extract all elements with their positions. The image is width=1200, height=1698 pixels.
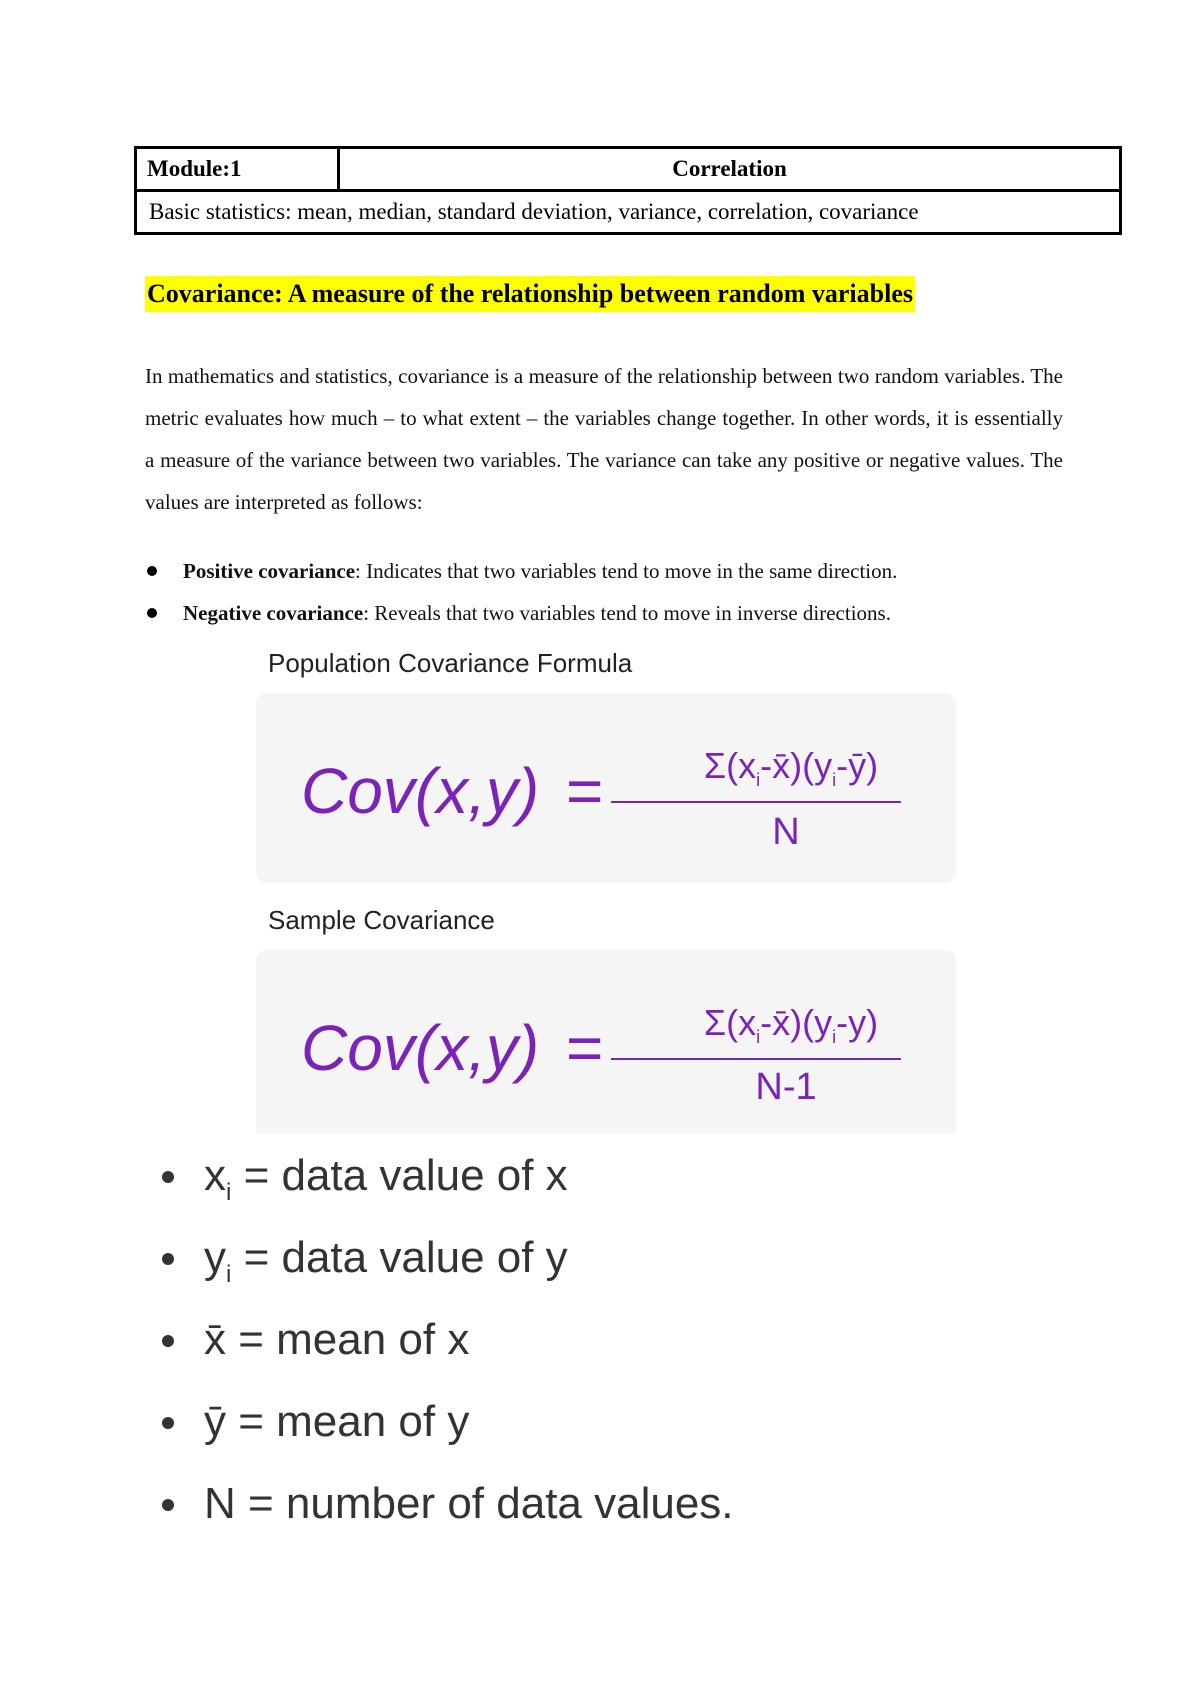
sample-formula: [301, 950, 921, 1133]
bullet-term: Negative covariance: [183, 601, 364, 625]
formula-numerator: $\Sigma(x_i-x̄)(y_i-y)$: [703, 1002, 879, 1048]
module-label: Module:1: [136, 148, 339, 191]
formula-lhs: Cov(x,y): [301, 1012, 540, 1084]
formula-numerator: $\Sigma(x_i-x̄)(y_i-ȳ)$: [703, 745, 879, 791]
symbol-definitions-list: [158, 1148, 734, 1558]
population-formula-box: [256, 693, 956, 883]
population-formula-caption: Population Covariance Formula: [268, 648, 633, 678]
intro-paragraph: In mathematics and statistics, covariance is a measure of the relationship between two random variables. The metric evaluates how much – to what extent – the variables change together. In other words, it is essentially a measure of the variance between two variables. The variance can take any positive or negative values. The values are interpreted as follows:: [145, 364, 1063, 514]
section-heading: Covariance: A measure of the relationship between random variables: [145, 276, 915, 312]
list-item: $y_i$ = data value of y: [158, 1230, 734, 1312]
formula-denominator: N: [772, 811, 800, 853]
sample-formula-caption: Sample Covariance: [268, 905, 495, 935]
formula-equals: =: [566, 755, 604, 827]
population-formula: [301, 693, 921, 883]
formula-lhs: Cov(x,y): [301, 755, 540, 827]
covariance-types-list: [145, 550, 897, 634]
bullet-text: : Reveals that two variables tend to move in inverse directions.: [363, 601, 891, 625]
list-item: [145, 550, 897, 592]
list-item: $x_i$ = data value of x: [158, 1148, 734, 1230]
fraction-bar: [611, 801, 901, 803]
module-header-table: [134, 146, 1122, 235]
bullet-text: : Indicates that two variables tend to move in the same direction.: [355, 559, 898, 583]
fraction-bar: [611, 1058, 901, 1060]
module-topic: Correlation: [339, 148, 1121, 191]
list-item: N = number of data values.: [158, 1476, 734, 1558]
formula-denominator: N-1: [755, 1066, 817, 1108]
list-item: x̄ = mean of x: [158, 1312, 734, 1394]
bullet-term: Positive covariance: [183, 559, 356, 583]
list-item: [145, 592, 897, 634]
syllabus-line: Basic statistics: mean, median, standard deviation, variance, correlation, covariance: [136, 191, 1121, 234]
sample-formula-box: [256, 950, 956, 1133]
list-item: ȳ = mean of y: [158, 1394, 734, 1476]
formula-equals: =: [566, 1012, 604, 1084]
